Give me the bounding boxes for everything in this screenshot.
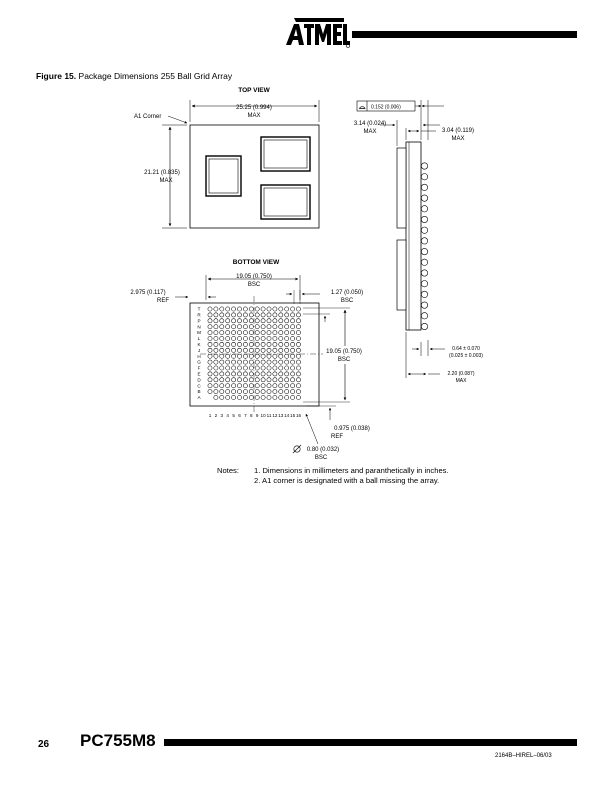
row-label: P [197,318,201,324]
bottom-view [130,259,369,461]
col-label: 11 [266,413,272,418]
side-ball [421,291,427,297]
bottom-ref2-dim: 0.975 (0.038) [334,426,370,432]
product-name: PC755M8 [80,731,156,750]
top-view-package [190,125,319,228]
row-label: E [197,371,201,377]
row-label: T [197,306,201,312]
side-ball [421,313,427,319]
side-dim-b-sub: MAX [451,136,465,142]
col-label: 6 [238,413,241,418]
side-ball [421,216,427,222]
row-label: M [197,330,201,336]
side-ball [421,227,427,233]
row-label: G [197,359,201,365]
col-label: 5 [232,413,235,418]
bottom-ref2-dim-sub: REF [331,434,343,440]
col-label: 16 [295,413,302,418]
side-ball [421,281,427,287]
top-height-dim: 21.21 (0.835) [144,170,180,176]
row-label: J [197,347,201,353]
bottom-pitch-dim: 1.27 (0.050) [330,290,364,296]
side-ball [421,163,427,169]
side-dim-c-sub: (0.025 ± 0.003) [449,353,483,359]
side-ball [421,259,427,265]
side-ball [421,248,427,254]
figure-label: Figure 15. [36,71,77,81]
top-width-dim: 25.25 (0.994) [236,105,272,111]
side-ball [421,195,427,201]
bottom-pitch-dim-sub: BSC [340,298,354,304]
side-balls [421,163,427,330]
note-2: 2. A1 corner is designated with a ball missing the array. [254,476,440,485]
top-width-dim-sub: MAX [247,113,261,119]
top-view-title: TOP VIEW [238,87,270,94]
side-ball [421,302,427,308]
row-label: A [197,395,201,401]
bottom-ref-dim-sub: REF [157,298,169,304]
bottom-width-dim: 19.05 (0.750) [236,274,272,280]
figure-caption: Package Dimensions 255 Ball Grid Array [78,71,233,81]
side-die-2 [397,240,406,310]
side-substrate [406,142,421,330]
col-label: 10 [260,413,266,418]
row-label: K [197,342,201,347]
side-ball [421,174,427,180]
col-label: 1 [208,413,212,418]
side-dim-d-sub: MAX [455,378,467,384]
side-ball [421,270,427,276]
note-1: 1. Dimensions in millimeters and paranthetically in inches. [254,466,449,475]
bottom-ref-dim: 2.975 (0.117) [130,290,166,296]
document-code: 2164B–HIREL–06/03 [495,753,552,759]
row-label: N [197,324,201,330]
side-dim-b: 3.04 (0.119) [442,128,474,134]
side-die-1 [397,148,406,228]
bottom-ball-dim-sub: BSC [314,455,328,461]
page-number: 26 [38,739,50,750]
side-dim-c: 0.64 ± 0.070 [452,346,480,352]
side-dim-a-sub: MAX [363,129,377,135]
flatness-value: 0.152 (0.006) [371,104,401,111]
side-view [354,100,483,384]
bottom-width-dim-sub: BSC [247,282,261,288]
col-label: 9 [255,413,259,418]
top-view [134,87,319,228]
col-label: 14 [284,413,290,418]
col-label: 4 [226,413,229,418]
row-label: H [197,353,201,359]
side-ball [421,323,427,329]
notes-label: Notes: [217,466,239,475]
bottom-height-dim-sub: BSC [337,357,351,363]
side-ball [421,206,427,212]
footer-rule [164,739,577,746]
bottom-height-dim: 19.05 (0.750) [326,349,362,355]
row-label: F [197,365,201,371]
col-label: 12 [272,413,278,418]
col-labels [209,413,302,418]
row-label: C [197,383,201,389]
row-label: B [197,389,201,395]
col-label: 3 [220,413,224,418]
col-label: 8 [250,413,253,418]
side-ball [421,184,427,190]
bottom-view-title: BOTTOM VIEW [232,259,280,266]
top-height-dim-sub: MAX [159,178,173,184]
row-label: R [197,312,201,318]
row-label: D [197,377,201,383]
col-label: 15 [290,413,296,418]
side-dim-d: 2.20 (0.087) [447,371,475,377]
col-label: 2 [214,413,218,418]
row-label: L [197,336,201,342]
a1-corner-label: A1 Corner [134,114,162,120]
col-label: 7 [244,413,247,418]
side-dim-a: 3.14 (0.024) [353,121,387,127]
side-ball [421,238,427,244]
bottom-ball-dim: 0.80 (0.032) [306,447,340,453]
col-label: 13 [278,413,284,418]
